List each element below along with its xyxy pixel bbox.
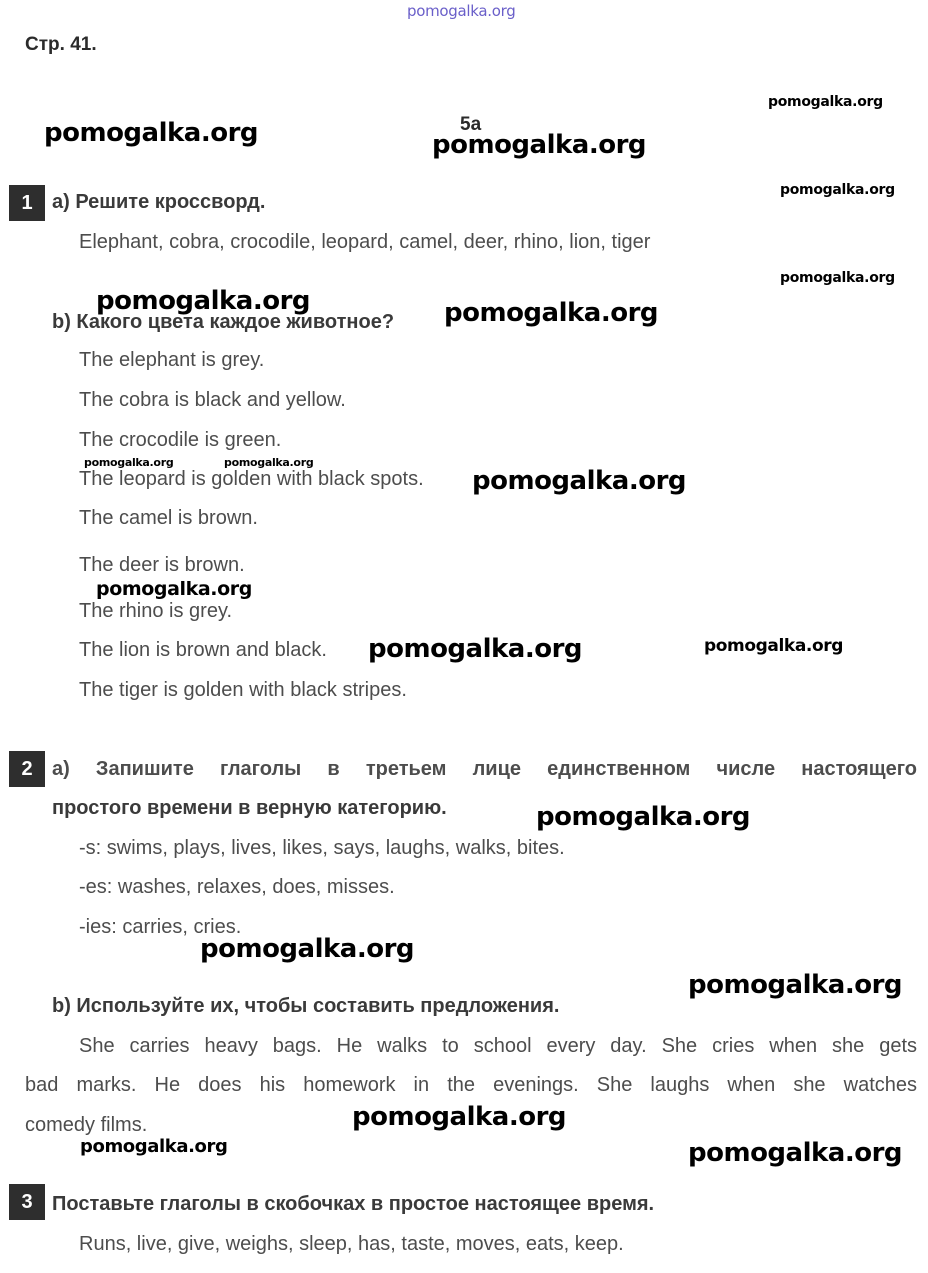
exercise-1b-answer: The rhino is grey. [79,600,233,622]
watermark: pomogalka.org [80,1136,228,1157]
exercise-1-number: 1 [9,185,45,221]
watermark: pomogalka.org [96,286,311,316]
watermark: pomogalka.org [704,636,843,656]
exercise-1b-answer: The camel is brown. [79,507,258,529]
exercise-2a-title-line: простого времени в верную категорию. [52,797,447,819]
watermark: pomogalka.org [536,802,751,832]
exercise-2b-paragraph [25,1074,917,1097]
watermark: pomogalka.org [768,94,883,110]
exercise-1a-title: a) Решите кроссворд. [52,191,266,213]
exercise-1b-answer: The cobra is black and yellow. [79,389,346,411]
watermark: pomogalka.org [96,578,252,600]
exercise-2b-line: comedy films. [25,1114,148,1136]
watermark: pomogalka.org [200,934,415,964]
exercise-2a-answer: -ies: carries, cries. [79,916,242,938]
exercise-3-answer: Runs, live, give, weighs, sleep, has, taste, moves, eats, keep. [79,1233,624,1255]
exercise-1b-answer: The leopard is golden with black spots. [79,468,424,490]
watermark: pomogalka.org [224,456,314,469]
exercise-1b-answer: The deer is brown. [79,554,245,576]
exercise-3-title: Поставьте глаголы в скобочках в простое настоящее время. [52,1193,655,1215]
exercise-2b-line: She carries heavy bags. He walks to school every day. She cries when she gets [79,1035,917,1057]
site-watermark-top: pomogalka.org [407,2,516,20]
exercise-2-number: 2 [9,751,45,787]
watermark: pomogalka.org [352,1102,567,1132]
exercise-2a-title [52,758,917,781]
exercise-2a-title-line: a) Запишите глаголы в третьем лице единственном числе настоящего [52,758,917,780]
exercise-1a-answer: Elephant, cobra, crocodile, leopard, camel, deer, rhino, lion, tiger [79,231,651,253]
watermark: pomogalka.org [780,182,895,198]
exercise-2a-answer: -s: swims, plays, lives, likes, says, laughs, walks, bites. [79,837,565,859]
watermark: pomogalka.org [368,634,583,664]
exercise-2b-line: bad marks. He does his homework in the evenings. She laughs when she watches [25,1074,917,1096]
lesson-title: 5a [460,114,482,135]
watermark: pomogalka.org [688,970,903,1000]
page-number: Стр. 41. [25,34,97,55]
watermark: pomogalka.org [688,1138,903,1168]
exercise-2a-answer: -es: washes, relaxes, does, misses. [79,876,395,898]
watermark: pomogalka.org [432,130,647,160]
exercise-1b-answer: The elephant is grey. [79,349,265,371]
exercise-1b-title: b) Какого цвета каждое животное? [52,311,395,333]
exercise-1b-answer: The crocodile is green. [79,429,282,451]
watermark: pomogalka.org [84,456,174,469]
watermark: pomogalka.org [780,270,895,286]
exercise-2b-title: b) Используйте их, чтобы составить предложения. [52,995,560,1017]
watermark: pomogalka.org [44,118,259,148]
watermark: pomogalka.org [444,298,659,328]
exercise-1b-answer: The tiger is golden with black stripes. [79,679,407,701]
exercise-1b-answer: The lion is brown and black. [79,639,327,661]
exercise-3-number: 3 [9,1184,45,1220]
exercise-2b-paragraph [25,1035,917,1058]
watermark: pomogalka.org [472,466,687,496]
